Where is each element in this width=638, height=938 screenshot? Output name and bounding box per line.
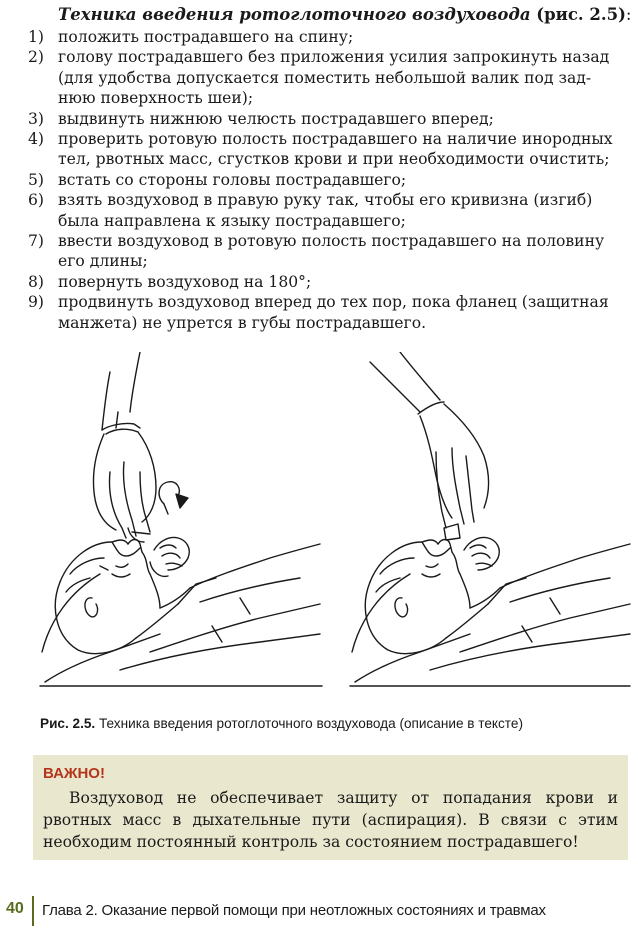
step-item [28,129,628,170]
step-item [28,170,628,190]
step-text: манжета) не упрется в губы пострадавшего. [58,313,427,332]
heading-colon: : [625,5,632,24]
chapter-title: Глава 2. Оказание первой помощи при неотложных состояниях и травмах [42,902,546,919]
step-text: положить пострадавшего на спину; [58,28,354,46]
step-item [28,231,628,272]
step-number: 4) [28,130,45,149]
step-text: встать со стороны головы пострадавшего; [58,170,407,189]
step-number: 8) [28,272,45,291]
important-box [33,755,628,860]
step-text: нюю поверхность шеи); [58,89,254,108]
step-text: (для удобства допускается поместить небольшой валик под зад- [58,68,592,87]
caption-text: Техника введения ротоглоточного воздуховода (описание в тексте) [95,716,523,731]
page-footer [0,896,638,926]
step-text: выдвинуть нижнюю челюсть пострадавшего вперед; [58,109,494,128]
step-text: тел, рвотных масс, сгустков крови и при необходимости очистить; [58,150,610,169]
step-text: продвинуть воздуховод вперед до тех пор, пока фланец (защитная [58,293,609,312]
step-text: голову пострадавшего без приложения усилия запрокинуть назад [58,48,610,67]
heading-figure-ref: (рис. 2.5) [530,5,626,24]
important-text: Воздуховод не обеспечивает защиту от попадания крови и рвотных масс в дыхательные пути (аспирация). В связи с этим необходим постоянный контроль за состоянием пострадавшего! [43,789,618,851]
right-panel-drawing [350,352,630,686]
section-heading [58,4,632,25]
footer-divider [32,896,34,926]
step-text: ввести воздуховод в ротовую полость пострадавшего на половину [58,232,605,251]
step-text: была направлена к языку пострадавшего; [58,211,406,230]
step-number: 1) [28,28,45,46]
step-text: взять воздуховод в правую руку так, чтобы его кривизна (изгиб) [58,191,593,210]
caption-label: Рис. 2.5. [40,716,96,731]
figure-illustration [0,352,638,697]
step-item [28,272,628,292]
step-item [28,47,628,108]
step-number: 7) [28,232,45,251]
step-text: проверить ротовую полость пострадавшего на наличие инородных [58,130,613,149]
step-number: 2) [28,48,45,67]
page-number: 40 [6,900,24,917]
step-item [28,190,628,231]
important-title: ВАЖНО! [43,765,105,782]
step-number: 3) [28,109,45,128]
figure-caption [40,716,523,731]
left-panel-drawing [40,352,322,686]
step-text: его длины; [58,252,148,271]
heading-title: Техника введения ротоглоточного воздуховода [58,5,531,24]
steps-list [28,27,628,333]
step-number: 9) [28,293,45,312]
step-text: повернуть воздуховод на 180°; [58,272,312,291]
step-number: 6) [28,191,45,210]
step-number: 5) [28,170,45,189]
step-item [28,292,628,333]
step-item [28,27,628,47]
step-item [28,109,628,129]
